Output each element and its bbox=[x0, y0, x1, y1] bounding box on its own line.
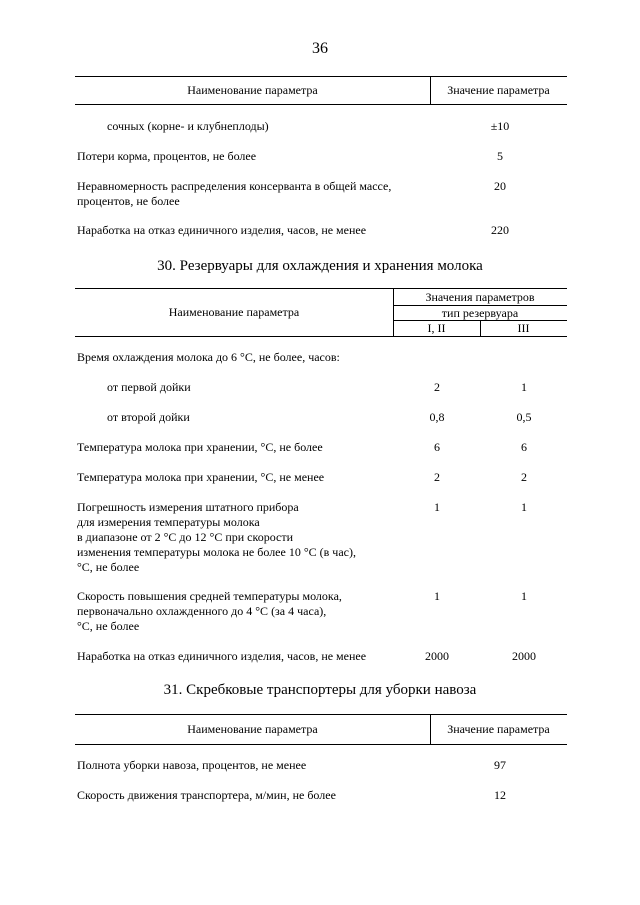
table1-row-name: сочных (корне- и клубнеплоды) bbox=[107, 119, 269, 133]
section30-row-name-line: °С, не более bbox=[77, 619, 140, 633]
section30-row-name-line: первоначально охлажденного до 4 °С (за 4 часа), bbox=[77, 604, 327, 618]
section30-row-v2: 1 bbox=[521, 589, 527, 603]
section30-row-v1: 6 bbox=[434, 440, 440, 454]
section30-row-v2: 1 bbox=[521, 500, 527, 514]
section30-row-name: Температура молока при хранении, °С, не более bbox=[77, 440, 323, 454]
section30-header-col1: I, II bbox=[427, 321, 446, 335]
section31-top-rule bbox=[75, 714, 567, 715]
section30-row-v1: 2 bbox=[434, 380, 440, 394]
section30-row-v1: 1 bbox=[434, 500, 440, 514]
table1-row-value: ±10 bbox=[490, 119, 510, 133]
section30-top-rule bbox=[75, 288, 567, 289]
table1-row-name: Наработка на отказ единичного изделия, часов, не менее bbox=[77, 223, 367, 237]
section30-row-v1: 0,8 bbox=[429, 410, 445, 424]
section30-row-v2: 0,5 bbox=[516, 410, 532, 424]
section30-row-name-line: изменения температуры молока не более 10 °С (в час), bbox=[77, 545, 356, 559]
section30-row-v1: 2000 bbox=[425, 649, 449, 663]
section30-header-col2: III bbox=[517, 321, 530, 335]
section30-row-v2: 2 bbox=[521, 470, 527, 484]
section30-row-name-line: в диапазоне от 2 °С до 12 °С при скорости bbox=[77, 530, 294, 544]
section31-row-value: 12 bbox=[494, 788, 506, 802]
table1-row-value: 20 bbox=[494, 179, 506, 193]
section30-row-name: от первой дойки bbox=[107, 380, 191, 394]
section30-header-rule bbox=[75, 336, 567, 337]
table1-row-value: 5 bbox=[497, 149, 503, 163]
section30-header-type: тип резервуара bbox=[441, 306, 519, 320]
section30-row-name: Температура молока при хранении, °С, не менее bbox=[77, 470, 325, 484]
section31-header-value: Значение параметра bbox=[447, 722, 550, 736]
section30-row-name-line: Скорость повышения средней температуры молока, bbox=[77, 589, 342, 603]
section30-row-v1: 1 bbox=[434, 589, 440, 603]
section30-row-name: Наработка на отказ единичного изделия, часов, не менее bbox=[77, 649, 367, 663]
section30-row-v2: 2000 bbox=[512, 649, 536, 663]
section30-row-name-line: для измерения температуры молока bbox=[77, 515, 260, 529]
section30-header-name: Наименование параметра bbox=[168, 305, 300, 319]
section30-title: 30. Резервуары для охлаждения и хранения молока bbox=[157, 258, 483, 274]
table1-row-value: 220 bbox=[491, 223, 509, 237]
section30-row-name-line: Погрешность измерения штатного прибора bbox=[77, 500, 299, 514]
section30-row-v1: 2 bbox=[434, 470, 440, 484]
section30-header-values: Значения параметров bbox=[425, 290, 535, 304]
table1-row-name-line: Неравномерность распределения консерванта в общей массе, bbox=[77, 179, 392, 193]
table1-top-rule bbox=[75, 76, 567, 77]
section30-row-name-line: °С, не более bbox=[77, 560, 140, 574]
table1-row-name: Потери корма, процентов, не более bbox=[77, 149, 257, 163]
section31-header-rule bbox=[75, 744, 567, 745]
table1-row-name-line: процентов, не более bbox=[77, 194, 180, 208]
section31-row-name: Полнота уборки навоза, процентов, не менее bbox=[77, 758, 307, 772]
section31-header-name: Наименование параметра bbox=[187, 722, 318, 736]
page-number: 36 bbox=[312, 40, 328, 57]
table1-header-rule bbox=[75, 104, 567, 105]
table1-header-name: Наименование параметра bbox=[187, 83, 318, 97]
section31-row-name: Скорость движения транспортера, м/мин, не более bbox=[77, 788, 336, 802]
section31-row-value: 97 bbox=[494, 758, 506, 772]
table1-header-value: Значение параметра bbox=[447, 83, 550, 97]
section31-title: 31. Скребковые транспортеры для уборки навоза bbox=[163, 682, 477, 698]
section30-row-v2: 1 bbox=[521, 380, 527, 394]
section30-row-name: от второй дойки bbox=[107, 410, 190, 424]
section30-row-name: Время охлаждения молока до 6 °С, не более, часов: bbox=[77, 350, 340, 364]
section30-row-v2: 6 bbox=[521, 440, 527, 454]
